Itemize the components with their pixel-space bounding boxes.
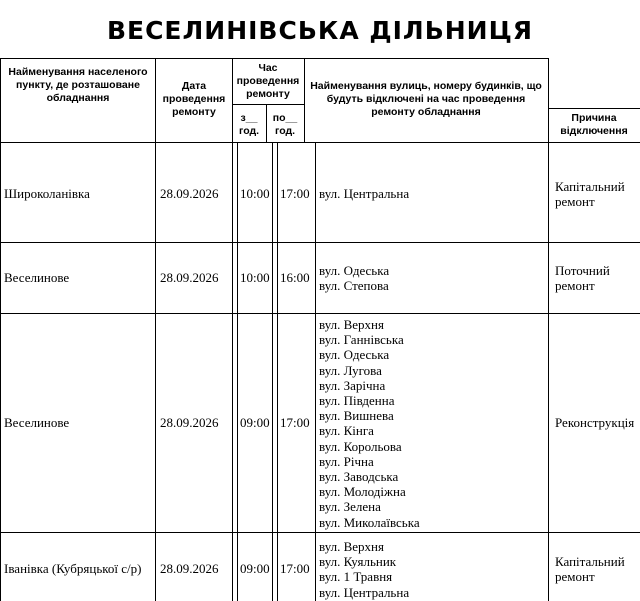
date-cell: 28.09.2026: [160, 415, 219, 430]
street-item: вул. Центральна: [319, 584, 410, 600]
time-from-cell: 10:00: [240, 186, 270, 201]
grid-line: [548, 108, 640, 109]
reason-line: ремонт: [555, 278, 595, 293]
street-item: вул. Річна: [319, 453, 374, 469]
street-item: вул. Заводська: [319, 469, 399, 485]
grid-line: [0, 242, 640, 243]
time-from-cell: 09:00: [240, 561, 270, 576]
streets-cell: [319, 539, 409, 600]
reason-line: Капітальний: [555, 554, 625, 569]
street-item: вул. Одеська: [319, 347, 390, 363]
street-item: вул. Зелена: [319, 499, 381, 515]
header-time: Час проведення ремонту: [236, 62, 300, 100]
reason-cell: [555, 415, 634, 430]
grid-line: [232, 104, 304, 105]
grid-line: [315, 142, 316, 601]
settlement-cell: Широколанівка: [4, 186, 90, 201]
reason-line: Реконструкція: [555, 415, 635, 430]
grid-line: [0, 142, 640, 143]
street-item: вул. 1 Травня: [319, 569, 393, 585]
header-streets: Найменування вулиць, номеру будинків, що будуть відключені на час проведення ремонту обладнання: [310, 80, 542, 118]
street-item: вул. Кінга: [319, 423, 374, 439]
streets-cell: [319, 317, 420, 530]
street-item: вул. Миколаївська: [319, 514, 420, 530]
header-date: Дата проведення ремонту: [162, 80, 226, 118]
street-item: вул. Степова: [319, 278, 389, 294]
header-to: по__ год.: [272, 112, 298, 137]
street-item: вул. Куяльник: [319, 554, 397, 570]
street-item: вул. Зарічна: [319, 377, 386, 393]
date-cell: 28.09.2026: [160, 186, 219, 201]
grid-line: [304, 58, 305, 142]
grid-line: [0, 532, 640, 533]
grid-line: [232, 58, 233, 601]
grid-line: [155, 58, 156, 601]
street-item: вул. Центральна: [319, 186, 410, 201]
street-item: вул. Вишнева: [319, 408, 394, 424]
settlement-cell: Веселинове: [4, 270, 70, 285]
street-item: вул. Одеська: [319, 263, 390, 278]
street-item: вул. Верхня: [319, 539, 384, 554]
grid-line: [277, 142, 278, 601]
grid-line: [237, 142, 238, 601]
reason-line: Поточний: [555, 263, 610, 278]
street-item: вул. Ганнівська: [319, 332, 404, 348]
street-item: вул. Корольова: [319, 438, 402, 454]
header-settlement: Найменування населеного пункту, де розташоване обладнання: [8, 66, 148, 104]
grid-line: [266, 104, 267, 142]
header-from: з__ год.: [238, 112, 260, 137]
settlement-cell: Веселинове: [4, 415, 70, 430]
street-item: вул. Південна: [319, 393, 395, 409]
time-to-cell: 17:00: [280, 186, 310, 201]
header-reason: Причина відключення: [560, 112, 628, 137]
time-from-cell: 09:00: [240, 415, 270, 430]
grid-line: [548, 58, 549, 601]
time-to-cell: 17:00: [280, 415, 310, 430]
streets-cell: [319, 186, 409, 201]
reason-line: ремонт: [555, 569, 595, 584]
reason-line: ремонт: [555, 194, 595, 209]
street-item: вул. Молодіжна: [319, 484, 406, 500]
time-from-cell: 10:00: [240, 270, 270, 285]
page-title: ВЕСЕЛИНІВСЬКА ДІЛЬНИЦЯ: [106, 16, 534, 45]
time-to-cell: 16:00: [280, 270, 310, 285]
streets-cell: [319, 263, 389, 293]
street-item: вул. Верхня: [319, 317, 384, 332]
reason-line: Капітальний: [555, 179, 625, 194]
date-cell: 28.09.2026: [160, 270, 219, 285]
reason-cell: [555, 554, 625, 584]
grid-line: [0, 313, 640, 314]
street-item: вул. Лугова: [319, 362, 382, 378]
reason-cell: [555, 263, 610, 293]
grid-line: [0, 58, 548, 59]
reason-cell: [555, 179, 625, 209]
settlement-cell: Іванівка (Кубряцької с/р): [4, 561, 142, 576]
date-cell: 28.09.2026: [160, 561, 219, 576]
time-to-cell: 17:00: [280, 561, 310, 576]
grid-line: [272, 142, 273, 601]
grid-line: [0, 58, 1, 601]
